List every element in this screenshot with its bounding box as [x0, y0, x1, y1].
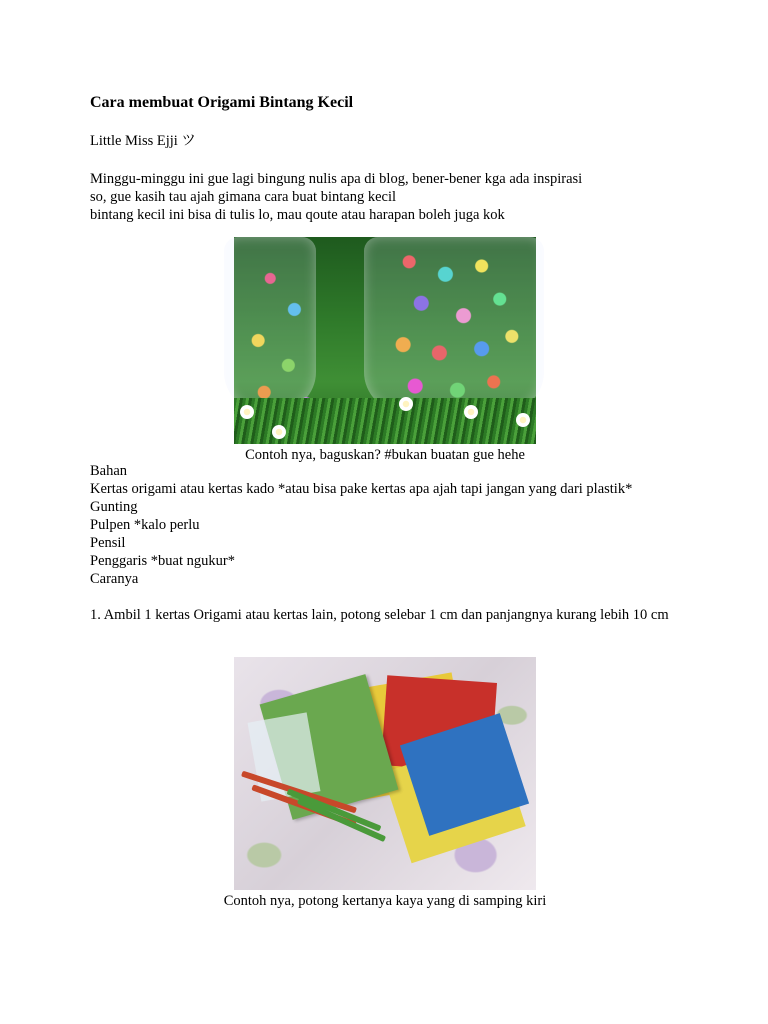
author-line: Little Miss Ejji ツ: [90, 133, 196, 149]
materials-list: [90, 462, 632, 588]
figure-caption: Contoh nya, potong kertanya kaya yang di samping kiri: [223, 893, 547, 909]
colored-paper-photo: [234, 657, 536, 890]
intro-line: bintang kecil ini bisa di tulis lo, mau qoute atau harapan boleh juga kok: [90, 207, 505, 223]
list-item: Kertas origami atau kertas kado *atau bisa pake kertas apa ajah tapi jangan yang dari plastik*: [90, 481, 633, 497]
intro-line: Minggu-minggu ini gue lagi bingung nulis apa di blog, bener-bener kga ada inspirasi: [90, 171, 583, 187]
figure-caption: Contoh nya, baguskan? #bukan buatan gue hehe: [245, 447, 525, 463]
list-item: Gunting: [90, 499, 138, 515]
intro-paragraph: [90, 170, 582, 224]
list-item: Pensil: [90, 535, 126, 551]
list-item: Bahan: [90, 463, 128, 479]
intro-line: so, gue kasih tau ajah gimana cara buat bintang kecil: [90, 189, 397, 205]
list-item: Pulpen *kalo perlu: [90, 517, 200, 533]
origami-stars-jar-photo: [234, 237, 536, 444]
step-1-text: 1. Ambil 1 kertas Origami atau kertas lain, potong selebar 1 cm dan panjangnya kurang lebih 10 cm: [90, 607, 669, 623]
list-item: Caranya: [90, 571, 139, 587]
document-title: Cara membuat Origami Bintang Kecil: [90, 94, 354, 111]
list-item: Penggaris *buat ngukur*: [90, 553, 235, 569]
